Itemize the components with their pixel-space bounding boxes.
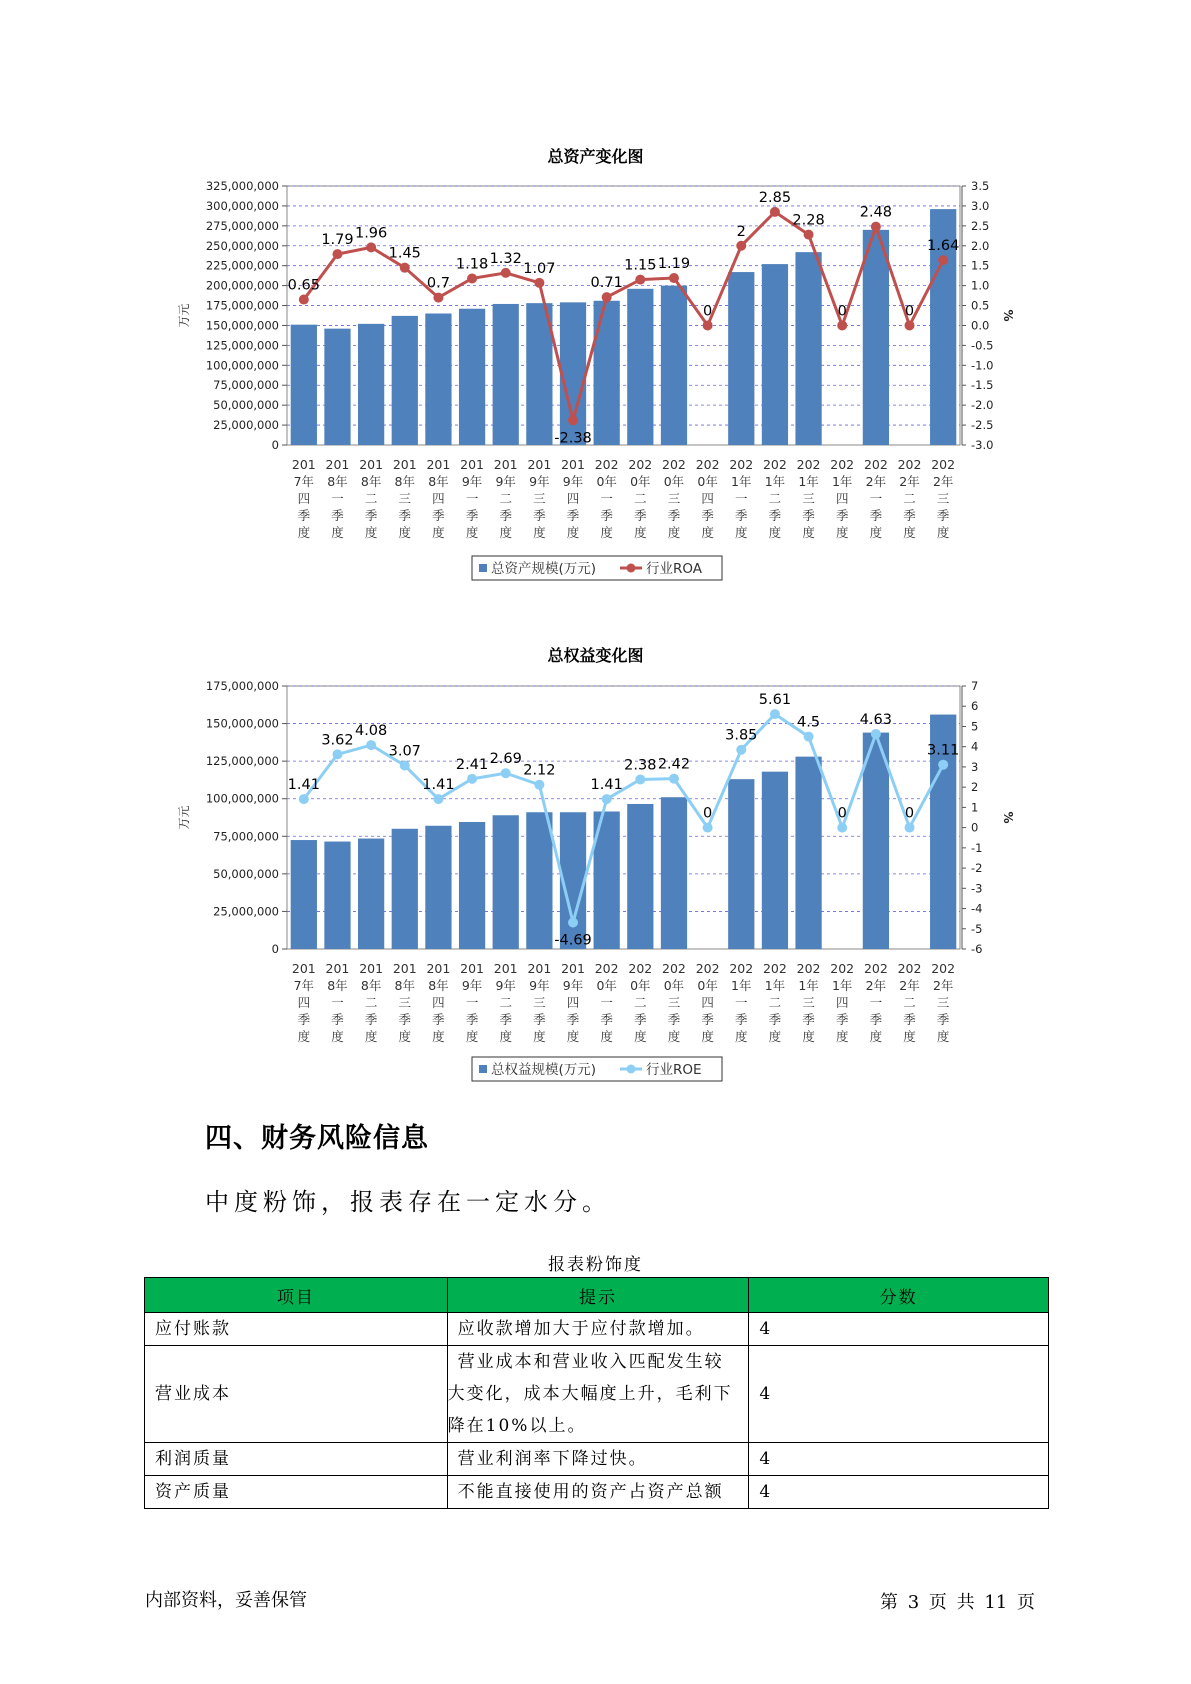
row-item: 利润质量	[145, 1443, 448, 1476]
table-caption: 报表粉饰度	[548, 1255, 643, 1275]
y2-tick-label: 2.5	[971, 218, 990, 233]
x-tick-label: 201 8年三季度	[392, 457, 417, 540]
row-score: 4	[749, 1313, 1049, 1346]
data-label: 2.48	[859, 204, 893, 221]
y-tick-label: 300,000,000	[205, 198, 279, 213]
data-label: 2	[736, 223, 746, 240]
x-tick-label: 202 2年二季度	[897, 961, 922, 1044]
row-hint: 不能直接使用的资产占资产总额	[447, 1476, 749, 1509]
data-label: 1.64	[927, 238, 960, 255]
y2-tick-label: 3.5	[971, 179, 990, 193]
y2-tick-label: 1.0	[971, 278, 990, 293]
x-tick-label: 201 7年四季度	[291, 961, 316, 1044]
data-label: 2.85	[758, 189, 792, 206]
table-row	[145, 1346, 1049, 1443]
y2-tick-label: -4	[971, 901, 983, 916]
line-point	[299, 794, 309, 804]
y-tick-label: 25,000,000	[213, 904, 279, 919]
table-header-row	[145, 1278, 1049, 1313]
bar	[425, 826, 451, 949]
y2-tick-label: -1	[971, 840, 983, 855]
bar	[526, 812, 552, 949]
row-item: 营业成本	[145, 1346, 448, 1443]
x-tick-label: 202 1年四季度	[830, 961, 855, 1044]
row-score: 4	[749, 1443, 1049, 1476]
page-number: 第 3 页 共 11 页	[880, 1592, 1035, 1613]
line-point	[837, 823, 847, 833]
header-item: 项目	[145, 1278, 448, 1313]
x-tick-label: 201 9年四季度	[561, 457, 585, 540]
y-tick-label: 75,000,000	[213, 378, 279, 393]
row-score: 4	[749, 1346, 1049, 1443]
bar	[493, 815, 519, 949]
line-point	[366, 740, 376, 750]
row-hint	[447, 1346, 749, 1443]
y2-tick-label: 3	[971, 759, 979, 774]
y2-tick-label: 7	[971, 679, 979, 693]
bar	[661, 797, 687, 949]
data-label: 1.96	[354, 225, 388, 242]
y2-tick-label: -5	[971, 921, 983, 936]
x-tick-label: 202 1年三季度	[796, 457, 821, 540]
y-tick-label: 150,000,000	[205, 716, 279, 731]
data-label: 4.63	[859, 711, 893, 728]
legend-label: 总权益规模(万元)	[491, 1062, 597, 1078]
y2-axis-label: %	[1001, 811, 1015, 824]
data-label: 1.32	[489, 250, 522, 267]
line-point	[568, 917, 578, 927]
y2-tick-label: -3.0	[971, 438, 994, 452]
data-label: 0	[703, 303, 713, 320]
x-tick-label: 201 9年三季度	[527, 457, 552, 540]
bar	[795, 757, 821, 949]
data-label: 1.18	[455, 256, 489, 273]
data-label: 0	[837, 303, 847, 320]
y-tick-label: 75,000,000	[213, 829, 279, 844]
equity-chart-title: 总权益变化图	[547, 646, 644, 665]
y2-tick-label: -2	[971, 861, 983, 876]
data-label: 2.69	[489, 751, 522, 768]
y-tick-label: 100,000,000	[205, 791, 279, 806]
y2-tick-label: -1.5	[971, 378, 994, 393]
line-point	[703, 823, 713, 833]
data-label: 1.41	[287, 777, 320, 794]
x-tick-label: 201 8年三季度	[392, 961, 417, 1044]
legend-swatch-bar	[479, 1065, 487, 1073]
data-label: -2.38	[554, 430, 592, 447]
line-point	[433, 794, 443, 804]
y-tick-label: 50,000,000	[213, 398, 279, 413]
bar	[627, 804, 653, 949]
data-label: 5.61	[758, 692, 792, 709]
data-label: 3.85	[725, 727, 758, 744]
y2-tick-label: 6	[971, 699, 979, 714]
y2-tick-label: 1	[971, 800, 979, 815]
x-tick-label: 202 0年四季度	[695, 961, 720, 1044]
y2-tick-label: -2.5	[971, 418, 994, 433]
x-tick-label: 201 9年一季度	[460, 961, 485, 1044]
line-point	[467, 774, 477, 784]
header-hint: 提示	[447, 1278, 749, 1313]
x-tick-label: 202 0年二季度	[628, 457, 653, 540]
y-tick-label: 100,000,000	[205, 358, 279, 373]
row-item: 资产质量	[145, 1476, 448, 1509]
line-point	[804, 732, 814, 742]
line-point	[669, 774, 679, 784]
x-tick-label: 202 2年二季度	[897, 457, 922, 540]
x-tick-label: 201 8年二季度	[359, 457, 384, 540]
row-item: 应付账款	[145, 1313, 448, 1346]
table-row	[145, 1443, 1049, 1476]
y-tick-label: 175,000,000	[205, 679, 279, 693]
y-axis-label: 万元	[177, 303, 191, 328]
y2-tick-label: 0.5	[971, 298, 990, 313]
data-label: 1.41	[590, 777, 623, 794]
risk-summary: 中度粉饰，报表存在一定水分。	[205, 1188, 611, 1216]
y2-tick-label: 0	[971, 820, 979, 835]
y-tick-label: 50,000,000	[213, 866, 279, 881]
y-axis-label: 万元	[177, 805, 191, 830]
y2-tick-label: 1.5	[971, 258, 990, 273]
legend-label: 总资产规模(万元)	[491, 561, 597, 577]
table-row	[145, 1476, 1049, 1509]
x-tick-label: 202 1年一季度	[729, 457, 754, 540]
legend-label: 行业ROA	[646, 561, 703, 577]
line-point	[635, 774, 645, 784]
line-point	[501, 768, 511, 778]
y2-tick-label: 4	[971, 739, 979, 754]
x-tick-label: 201 9年二季度	[493, 961, 518, 1044]
x-tick-label: 202 0年一季度	[594, 457, 619, 540]
data-label: 1.79	[321, 232, 354, 249]
row-score: 4	[749, 1476, 1049, 1509]
x-tick-label: 202 1年二季度	[762, 961, 787, 1044]
data-label: 1.15	[624, 257, 657, 274]
x-tick-label: 202 0年三季度	[662, 961, 686, 1044]
legend-swatch-dot	[627, 1065, 636, 1074]
section-heading: 四、财务风险信息	[205, 1123, 429, 1154]
x-tick-label: 202 2年一季度	[863, 961, 888, 1044]
footer-note: 内部资料，妥善保管	[145, 1590, 307, 1611]
bar	[728, 779, 754, 949]
x-tick-label: 202 1年三季度	[796, 961, 821, 1044]
x-tick-label: 202 2年三季度	[931, 961, 956, 1044]
y-tick-label: 125,000,000	[205, 754, 279, 769]
data-label: 4.5	[797, 714, 821, 731]
y-tick-label: 275,000,000	[205, 218, 279, 233]
y2-tick-label: 3.0	[971, 198, 990, 213]
y-tick-label: 125,000,000	[205, 338, 279, 353]
row-hint: 应收款增加大于应付款增加。	[447, 1313, 749, 1346]
y-tick-label: 175,000,000	[205, 298, 279, 313]
data-label: 3.11	[927, 742, 960, 759]
y-tick-label: 150,000,000	[205, 318, 279, 333]
data-label: 4.08	[354, 723, 388, 740]
line-point	[602, 794, 612, 804]
data-label: 0.65	[287, 277, 320, 294]
line-point	[736, 745, 746, 755]
x-tick-label: 201 8年四季度	[426, 457, 451, 540]
line-point	[770, 709, 780, 719]
data-label: 2.12	[523, 762, 556, 779]
bar	[358, 839, 384, 949]
data-label: 3.62	[321, 732, 354, 749]
bar	[392, 829, 418, 949]
x-tick-label: 201 9年四季度	[561, 961, 585, 1044]
x-tick-label: 202 1年二季度	[762, 457, 787, 540]
table-row	[145, 1313, 1049, 1346]
x-tick-label: 201 8年四季度	[426, 961, 451, 1044]
y2-tick-label: -3	[971, 881, 983, 896]
y2-tick-label: -6	[971, 942, 983, 956]
x-tick-label: 202 1年四季度	[830, 457, 855, 540]
risk-table	[144, 1277, 1049, 1509]
data-label: 3.07	[388, 743, 421, 760]
x-tick-label: 202 1年一季度	[729, 961, 754, 1044]
y2-tick-label: 5	[971, 719, 979, 734]
line-point	[534, 780, 544, 790]
y2-axis-label: %	[1001, 309, 1015, 322]
y-tick-label: 250,000,000	[205, 238, 279, 253]
bar	[459, 822, 485, 949]
y2-tick-label: -1.0	[971, 358, 994, 373]
y-tick-label: 0	[271, 438, 279, 452]
x-tick-label: 202 0年二季度	[628, 961, 653, 1044]
y-tick-label: 0	[271, 942, 279, 956]
data-label: 0	[904, 805, 915, 822]
data-label: 1.07	[523, 260, 556, 277]
x-tick-label: 201 8年一季度	[325, 457, 350, 540]
x-tick-label: 201 8年二季度	[359, 961, 384, 1044]
y2-tick-label: -2.0	[971, 398, 994, 413]
data-label: -4.69	[554, 932, 592, 949]
y2-tick-label: 2.0	[971, 238, 990, 253]
bar	[291, 840, 317, 949]
data-label: 0	[703, 805, 713, 822]
data-label: 2.41	[455, 756, 489, 773]
legend	[472, 1057, 722, 1081]
line-point	[905, 823, 915, 833]
assets-chart-title: 总资产变化图	[547, 147, 644, 166]
x-tick-label: 202 0年四季度	[695, 457, 720, 540]
row-hint: 营业利润率下降过快。	[447, 1443, 749, 1476]
y-tick-label: 200,000,000	[205, 278, 279, 293]
bar	[762, 772, 788, 949]
data-label: 2.28	[792, 212, 825, 229]
bar	[324, 842, 350, 949]
y-tick-label: 225,000,000	[205, 258, 279, 273]
hint-line: 营业成本和营业收入匹配发生较	[457, 1352, 724, 1372]
line-point	[871, 729, 881, 739]
data-label: 0.7	[426, 275, 450, 292]
data-label: 2.42	[657, 756, 691, 773]
x-tick-label: 201 9年三季度	[527, 961, 552, 1044]
data-label: 1.41	[422, 777, 455, 794]
y-tick-label: 325,000,000	[205, 179, 279, 193]
y2-tick-label: -0.5	[971, 338, 994, 353]
x-tick-label: 201 9年一季度	[460, 457, 485, 540]
x-tick-label: 202 0年三季度	[662, 457, 686, 540]
bar	[863, 733, 889, 949]
x-tick-label: 201 7年四季度	[291, 457, 316, 540]
hint-line: 大变化，成本大幅度上升，毛利下	[447, 1384, 733, 1404]
x-tick-label: 202 2年三季度	[931, 457, 956, 540]
x-tick-label: 201 8年一季度	[325, 961, 350, 1044]
hint-line: 降在10%以上。	[447, 1416, 587, 1436]
data-label: 0	[904, 303, 915, 320]
line-point	[938, 760, 948, 770]
y2-tick-label: 2	[971, 780, 979, 795]
data-label: 2.38	[624, 757, 657, 774]
data-label: 0.71	[590, 275, 623, 292]
data-label: 1.19	[657, 256, 691, 273]
data-label: 0	[837, 805, 847, 822]
x-tick-label: 201 9年二季度	[493, 457, 518, 540]
legend-label: 行业ROE	[646, 1062, 702, 1078]
line-point	[332, 749, 342, 759]
line-point	[400, 761, 410, 771]
y2-tick-label: 0.0	[971, 318, 990, 333]
y-tick-label: 25,000,000	[213, 418, 279, 433]
header-score: 分数	[749, 1278, 1049, 1313]
x-tick-label: 202 0年一季度	[594, 961, 619, 1044]
x-tick-label: 202 2年一季度	[863, 457, 888, 540]
data-label: 1.45	[388, 245, 421, 262]
